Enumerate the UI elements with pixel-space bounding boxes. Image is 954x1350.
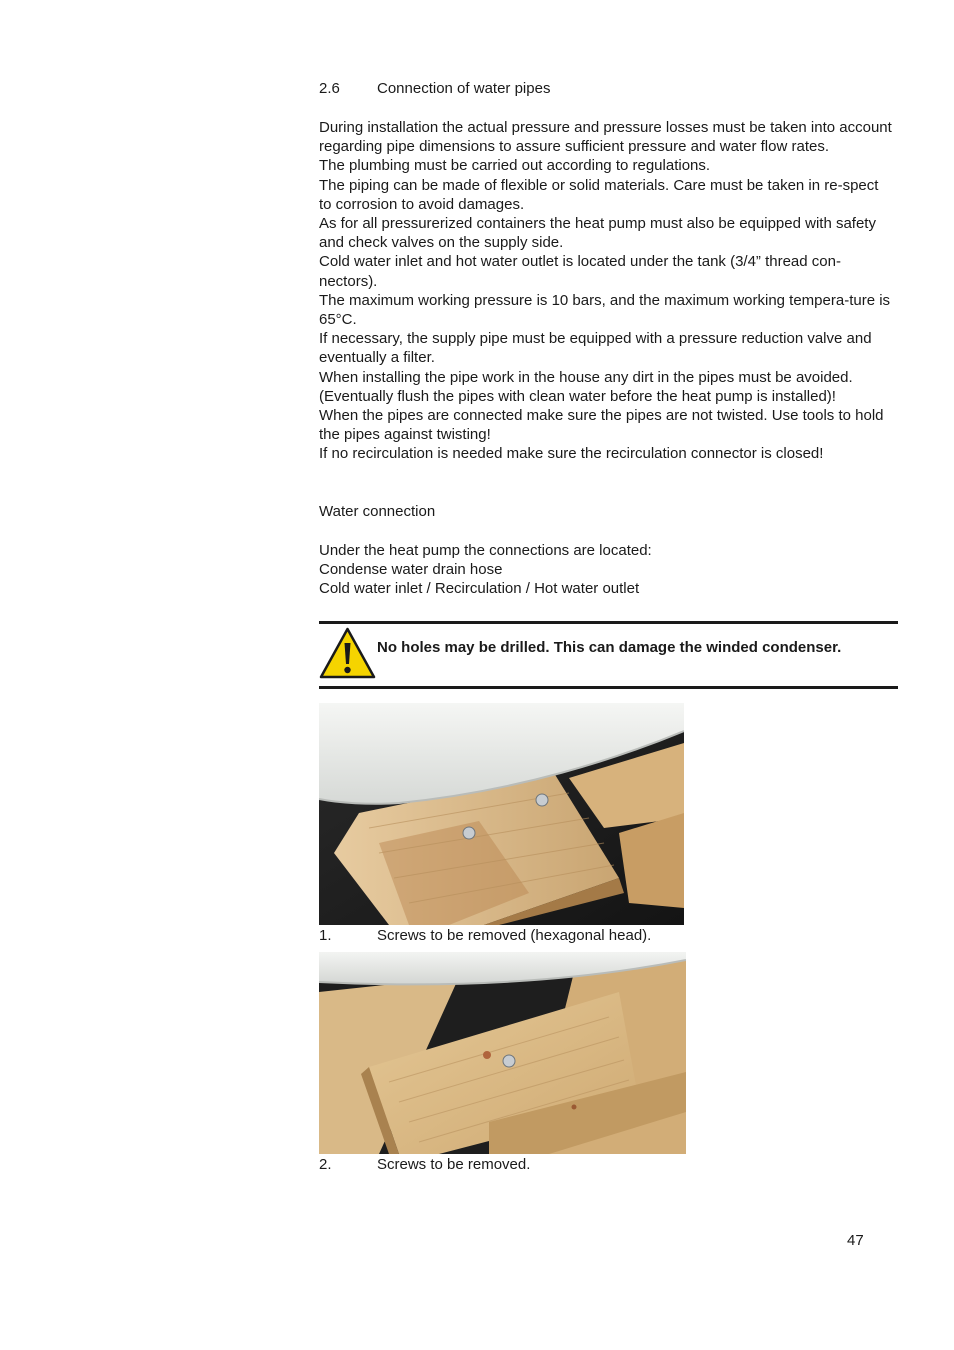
water-connection-title: Water connection (319, 503, 436, 520)
figure-caption-text: Screws to be removed (hexagonal head). (377, 927, 652, 944)
photo-screws-hexagonal (319, 703, 684, 925)
figure-number: 1. (319, 927, 332, 944)
paragraph: When installing the pipe work in the house any dirt in the pipes must be avoided. (Eventually flush the pipes with clean water before the heat pump is installed)! (319, 368, 853, 405)
list-item: Condense water drain hose (319, 561, 503, 579)
paragraph: Cold water inlet and hot water outlet is located under the tank (3/4” thread con-nectors). (319, 253, 841, 290)
photo-screws (319, 952, 686, 1154)
section-heading (319, 79, 550, 98)
water-connection-list (319, 541, 652, 599)
warning-text: No holes may be drilled. This can damage the winded condenser. (377, 639, 842, 656)
section-number: 2.6 (319, 80, 340, 97)
photo-image (319, 703, 684, 925)
paragraph: When the pipes are connected make sure the pipes are not twisted. Use tools to hold the pipes against twisting! (319, 407, 884, 444)
paragraph: The maximum working pressure is 10 bars, and the maximum working tempera-ture is 65°C. (319, 291, 891, 329)
body-text (319, 118, 894, 464)
section-title: Connection of water pipes (377, 80, 551, 97)
warning-box (319, 621, 898, 689)
list-item: Cold water inlet / Recirculation / Hot water outlet (319, 580, 640, 598)
page-number: 47 (847, 1232, 864, 1249)
paragraph: As for all pressurerized containers the heat pump must also be equipped with safety and check valves on the supply side. (319, 215, 876, 252)
paragraph: The plumbing must be carried out according to regulations. (319, 157, 711, 175)
figure-caption-text: Screws to be removed. (377, 1156, 531, 1173)
paragraph: During installation the actual pressure and pressure losses must be taken into account regarding pipe dimensions to assure sufficient pressure and water flow rates. (319, 119, 892, 156)
warning-triangle-icon (319, 627, 376, 679)
paragraph: The piping can be made of flexible or solid materials. Care must be taken in re-spect to corrosion to avoid damages. (319, 176, 879, 213)
photo-image (319, 952, 686, 1154)
paragraph: If necessary, the supply pipe must be equipped with a pressure reduction valve and eventually a filter. (319, 330, 872, 367)
figure-caption (319, 1155, 530, 1174)
figure-number: 2. (319, 1156, 332, 1173)
paragraph: If no recirculation is needed make sure the recirculation connector is closed! (319, 445, 824, 463)
figure-caption (319, 926, 651, 945)
water-connection-intro: Under the heat pump the connections are located: (319, 542, 652, 559)
